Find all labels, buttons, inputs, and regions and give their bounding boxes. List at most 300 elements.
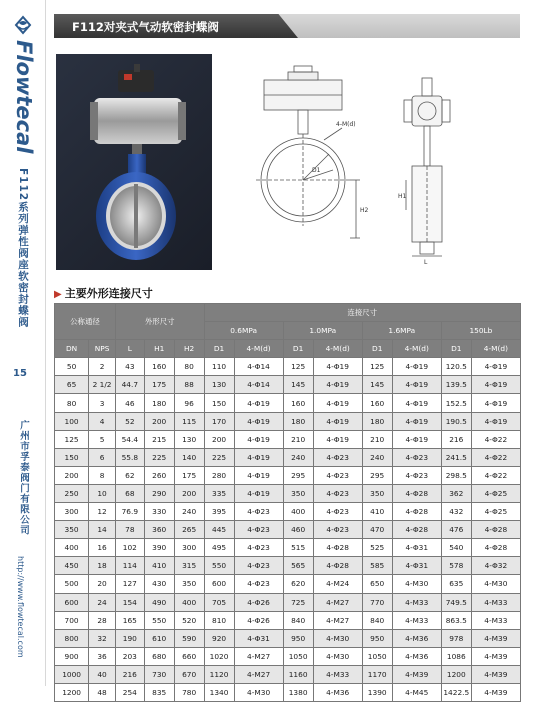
table-cell: 152.5 (441, 394, 471, 412)
table-cell: 120.5 (441, 358, 471, 376)
table-cell: 4-Φ23 (234, 575, 283, 593)
table-cell: 400 (55, 539, 89, 557)
table-cell: 725 (283, 593, 313, 611)
table-cell: 215 (144, 430, 174, 448)
table-cell: 200 (55, 466, 89, 484)
table-cell: 170 (204, 412, 234, 430)
table-cell: 48 (89, 683, 116, 701)
table-cell: 210 (283, 430, 313, 448)
table-cell: 1380 (283, 683, 313, 701)
table-cell: 635 (441, 575, 471, 593)
table-cell: 295 (362, 466, 392, 484)
table-cell: 68 (115, 484, 144, 502)
table-cell: 4-Φ23 (313, 503, 362, 521)
table-cell: 495 (204, 539, 234, 557)
table-cell: 4-Φ19 (392, 412, 441, 430)
table-cell: 190 (115, 629, 144, 647)
table-cell: 390 (144, 539, 174, 557)
table-cell: 578 (441, 557, 471, 575)
column-header: L (115, 340, 144, 358)
table-cell: 4-M24 (313, 575, 362, 593)
table-cell: 4-Φ23 (313, 484, 362, 502)
table-cell: 4-M39 (471, 647, 520, 665)
table-cell: 12 (89, 503, 116, 521)
table-cell: 840 (362, 611, 392, 629)
table-cell: 4-Φ22 (471, 430, 520, 448)
table-cell: 150 (204, 394, 234, 412)
table-cell: 190.5 (441, 412, 471, 430)
table-cell: 585 (362, 557, 392, 575)
label-h2: H2 (360, 207, 369, 214)
table-cell: 4-Φ19 (471, 412, 520, 430)
table-row (55, 665, 521, 683)
table-cell: 4-Φ23 (313, 448, 362, 466)
table-cell: 920 (204, 629, 234, 647)
table-cell: 260 (144, 466, 174, 484)
table-cell: 620 (283, 575, 313, 593)
table-cell: 4-Φ19 (313, 412, 362, 430)
table-cell: 96 (174, 394, 204, 412)
table-cell: 160 (283, 394, 313, 412)
table-cell: 110 (204, 358, 234, 376)
table-cell: 28 (89, 611, 116, 629)
sidebar (0, 0, 46, 686)
table-cell: 470 (362, 521, 392, 539)
table-cell: 400 (283, 503, 313, 521)
table-cell: 210 (362, 430, 392, 448)
table-cell: 36 (89, 647, 116, 665)
table-cell: 4-M30 (471, 575, 520, 593)
table-cell: 3 (89, 394, 116, 412)
table-cell: 565 (283, 557, 313, 575)
table-cell: 4-Φ23 (234, 539, 283, 557)
table-cell: 330 (144, 503, 174, 521)
header-class-1: 1.0MPa (283, 322, 362, 340)
table-cell: 4-Φ19 (392, 430, 441, 448)
table-cell: 4-Φ14 (234, 358, 283, 376)
table-cell: 102 (115, 539, 144, 557)
table-row (55, 430, 521, 448)
table-cell: 4-Φ19 (392, 376, 441, 394)
table-cell: 4-Φ14 (234, 376, 283, 394)
website-url[interactable]: http://www.flowtecal.com (16, 556, 25, 658)
table-cell: 335 (204, 484, 234, 502)
table-cell: 115 (174, 412, 204, 430)
table-cell: 730 (144, 665, 174, 683)
table-cell: 180 (144, 394, 174, 412)
table-cell: 160 (362, 394, 392, 412)
table-cell: 410 (144, 557, 174, 575)
table-cell: 4-Φ22 (471, 448, 520, 466)
table-cell: 700 (55, 611, 89, 629)
table-cell: 175 (144, 376, 174, 394)
table-cell: 4-M30 (313, 629, 362, 647)
table-cell: 4-Φ23 (234, 557, 283, 575)
table-cell: 835 (144, 683, 174, 701)
table-cell: 1200 (55, 683, 89, 701)
table-row (55, 539, 521, 557)
header-class-3: 150Lb (441, 322, 520, 340)
table-cell: 24 (89, 593, 116, 611)
table-cell: 610 (144, 629, 174, 647)
table-cell: 265 (174, 521, 204, 539)
table-cell: 4-M39 (471, 683, 520, 701)
table-row (55, 376, 521, 394)
page-title: F112对夹式气动软密封蝶阀 (72, 20, 219, 34)
table-cell: 8 (89, 466, 116, 484)
table-cell: 200 (144, 412, 174, 430)
table-cell: 550 (144, 611, 174, 629)
table-cell: 4-M45 (392, 683, 441, 701)
table-cell: 2 1/2 (89, 376, 116, 394)
table-cell: 600 (204, 575, 234, 593)
table-cell: 200 (204, 430, 234, 448)
table-cell: 410 (362, 503, 392, 521)
table-cell: 1120 (204, 665, 234, 683)
table-cell: 2 (89, 358, 116, 376)
table-cell: 4-Φ19 (313, 394, 362, 412)
table-cell: 43 (115, 358, 144, 376)
table-row (55, 521, 521, 539)
table-cell: 432 (441, 503, 471, 521)
table-cell: 80 (55, 394, 89, 412)
table-cell: 350 (55, 521, 89, 539)
table-cell: 18 (89, 557, 116, 575)
table-cell: 4-M27 (234, 647, 283, 665)
column-header-row (55, 340, 521, 358)
table-cell: 4-M30 (234, 683, 283, 701)
table-body (55, 358, 521, 702)
table-cell: 4-Φ23 (234, 503, 283, 521)
table-cell: 4-M30 (313, 647, 362, 665)
column-header: D1 (204, 340, 234, 358)
table-cell: 4-M39 (471, 629, 520, 647)
label-d1: D1 (312, 167, 321, 174)
table-row (55, 557, 521, 575)
table-cell: 125 (55, 430, 89, 448)
table-cell: 300 (174, 539, 204, 557)
table-cell: 540 (441, 539, 471, 557)
flowtecal-logo-icon (14, 16, 32, 34)
table-cell: 800 (55, 629, 89, 647)
table-row (55, 466, 521, 484)
table-cell: 500 (55, 575, 89, 593)
header-nominal: 公称通径 (55, 304, 116, 340)
table-cell: 4-M33 (392, 593, 441, 611)
column-header: DN (55, 340, 89, 358)
table-cell: 4-M33 (471, 593, 520, 611)
table-cell: 216 (115, 665, 144, 683)
table-cell: 50 (55, 358, 89, 376)
table-cell: 46 (115, 394, 144, 412)
table-cell: 4-Φ28 (313, 557, 362, 575)
table-cell: 5 (89, 430, 116, 448)
table-cell: 4-Φ31 (234, 629, 283, 647)
table-cell: 100 (55, 412, 89, 430)
table-cell: 145 (283, 376, 313, 394)
table-cell: 4-Φ23 (392, 466, 441, 484)
table-cell: 55.8 (115, 448, 144, 466)
table-cell: 1340 (204, 683, 234, 701)
table-cell: 54.4 (115, 430, 144, 448)
company-name: 广州市孚泰阀门有限公司 (18, 420, 29, 536)
table-cell: 4 (89, 412, 116, 430)
column-header: D1 (362, 340, 392, 358)
table-cell: 125 (283, 358, 313, 376)
table-cell: 4-Φ19 (234, 466, 283, 484)
header-class-0: 0.6MPa (204, 322, 283, 340)
table-cell: 4-Φ28 (392, 521, 441, 539)
series-title: F112系列弹性阀座软密封蝶阀 (17, 168, 29, 328)
table-cell: 705 (204, 593, 234, 611)
label-4m: 4-M(d) (336, 121, 356, 128)
table-cell: 4-Φ22 (471, 466, 520, 484)
table-cell: 1160 (283, 665, 313, 683)
table-cell: 525 (362, 539, 392, 557)
column-header: H1 (144, 340, 174, 358)
table-cell: 10 (89, 484, 116, 502)
table-cell: 6 (89, 448, 116, 466)
table-cell: 4-Φ19 (313, 430, 362, 448)
table-cell: 295 (283, 466, 313, 484)
table-cell: 280 (204, 466, 234, 484)
table-cell: 4-Φ28 (313, 539, 362, 557)
table-cell: 650 (362, 575, 392, 593)
table-cell: 4-M36 (313, 683, 362, 701)
table-cell: 4-Φ19 (234, 484, 283, 502)
table-cell: 78 (115, 521, 144, 539)
table-cell: 660 (174, 647, 204, 665)
table-cell: 4-Φ23 (392, 448, 441, 466)
table-row (55, 647, 521, 665)
table-cell: 4-Φ23 (234, 521, 283, 539)
table-cell: 810 (204, 611, 234, 629)
table-cell: 250 (55, 484, 89, 502)
table-cell: 4-Φ31 (392, 557, 441, 575)
table-cell: 80 (174, 358, 204, 376)
table-cell: 4-Φ32 (471, 557, 520, 575)
table-cell: 4-Φ23 (313, 521, 362, 539)
table-cell: 1050 (283, 647, 313, 665)
table-cell: 4-M39 (471, 665, 520, 683)
table-cell: 130 (174, 430, 204, 448)
table-cell: 445 (204, 521, 234, 539)
table-cell: 88 (174, 376, 204, 394)
header-connection: 连接尺寸 (204, 304, 520, 322)
table-cell: 4-M27 (234, 665, 283, 683)
table-cell: 600 (55, 593, 89, 611)
table-cell: 154 (115, 593, 144, 611)
table-cell: 130 (204, 376, 234, 394)
header-row-1 (55, 304, 521, 322)
table-cell: 4-Φ19 (313, 358, 362, 376)
table-cell: 290 (144, 484, 174, 502)
table-cell: 350 (362, 484, 392, 502)
column-header: D1 (283, 340, 313, 358)
table-cell: 4-Φ19 (234, 394, 283, 412)
table-cell: 840 (283, 611, 313, 629)
table-cell: 4-Φ28 (392, 484, 441, 502)
table-cell: 40 (89, 665, 116, 683)
table-cell: 200 (174, 484, 204, 502)
table-cell: 520 (174, 611, 204, 629)
table-cell: 298.5 (441, 466, 471, 484)
table-cell: 4-Φ19 (471, 394, 520, 412)
table-cell: 4-Φ25 (471, 503, 520, 521)
table-cell: 4-Φ19 (313, 376, 362, 394)
column-header: 4-M(d) (313, 340, 362, 358)
table-cell: 350 (174, 575, 204, 593)
table-cell: 4-Φ26 (234, 593, 283, 611)
table-row (55, 358, 521, 376)
table-cell: 240 (174, 503, 204, 521)
table-row (55, 448, 521, 466)
table-cell: 1000 (55, 665, 89, 683)
brand-logo: Flowtecal (12, 40, 36, 154)
table-cell: 240 (362, 448, 392, 466)
table-cell: 32 (89, 629, 116, 647)
table-cell: 4-Φ19 (392, 394, 441, 412)
table-cell: 4-M39 (392, 665, 441, 683)
table-cell: 1422.5 (441, 683, 471, 701)
table-cell: 863.5 (441, 611, 471, 629)
section-title (54, 285, 153, 301)
table-cell: 360 (144, 521, 174, 539)
table-cell: 4-Φ26 (234, 611, 283, 629)
table-cell: 65 (55, 376, 89, 394)
table-cell: 4-Φ19 (234, 430, 283, 448)
table-row (55, 575, 521, 593)
table-cell: 550 (204, 557, 234, 575)
table-cell: 749.5 (441, 593, 471, 611)
table-cell: 590 (174, 629, 204, 647)
table-cell: 1390 (362, 683, 392, 701)
table-row (55, 611, 521, 629)
table-cell: 1200 (441, 665, 471, 683)
table-cell: 4-M33 (392, 611, 441, 629)
table-cell: 4-Φ28 (471, 539, 520, 557)
table-cell: 978 (441, 629, 471, 647)
table-cell: 225 (204, 448, 234, 466)
table-cell: 140 (174, 448, 204, 466)
table-cell: 4-M33 (313, 665, 362, 683)
table-cell: 900 (55, 647, 89, 665)
table-cell: 300 (55, 503, 89, 521)
table-cell: 950 (362, 629, 392, 647)
table-cell: 139.5 (441, 376, 471, 394)
table-cell: 1170 (362, 665, 392, 683)
table-cell: 4-Φ19 (392, 358, 441, 376)
table-cell: 241.5 (441, 448, 471, 466)
table-cell: 4-Φ19 (234, 448, 283, 466)
column-header: NPS (89, 340, 116, 358)
table-cell: 240 (283, 448, 313, 466)
table-cell: 44.7 (115, 376, 144, 394)
table-cell: 350 (283, 484, 313, 502)
table-cell: 4-M30 (392, 575, 441, 593)
table-cell: 165 (115, 611, 144, 629)
table-row (55, 629, 521, 647)
header-class-2: 1.6MPa (362, 322, 441, 340)
table-cell: 4-M36 (392, 629, 441, 647)
table-cell: 254 (115, 683, 144, 701)
header-outline: 外形尺寸 (115, 304, 204, 340)
table-cell: 1050 (362, 647, 392, 665)
table-cell: 395 (204, 503, 234, 521)
table-cell: 203 (115, 647, 144, 665)
table-row (55, 412, 521, 430)
table-cell: 4-Φ23 (313, 466, 362, 484)
triangle-bullet-icon: ▶ (54, 289, 62, 300)
table-cell: 4-M36 (392, 647, 441, 665)
table-cell: 4-M27 (313, 593, 362, 611)
table-cell: 460 (283, 521, 313, 539)
table-cell: 1020 (204, 647, 234, 665)
table-cell: 175 (174, 466, 204, 484)
table-cell: 16 (89, 539, 116, 557)
table-cell: 4-Φ28 (392, 503, 441, 521)
label-l: L (424, 259, 428, 266)
column-header: 4-M(d) (234, 340, 283, 358)
column-header: H2 (174, 340, 204, 358)
table-cell: 770 (362, 593, 392, 611)
table-cell: 180 (362, 412, 392, 430)
table-cell: 4-Φ28 (471, 521, 520, 539)
table-cell: 950 (283, 629, 313, 647)
column-header: 4-M(d) (471, 340, 520, 358)
table-cell: 4-Φ25 (471, 484, 520, 502)
table-cell: 76.9 (115, 503, 144, 521)
valve-illustration (56, 54, 212, 270)
table-cell: 515 (283, 539, 313, 557)
table-cell: 145 (362, 376, 392, 394)
table-cell: 52 (115, 412, 144, 430)
table-cell: 160 (144, 358, 174, 376)
label-h1: H1 (398, 193, 407, 200)
table-row (55, 593, 521, 611)
table-cell: 4-M27 (313, 611, 362, 629)
table-cell: 1086 (441, 647, 471, 665)
table-cell: 125 (362, 358, 392, 376)
table-row (55, 683, 521, 701)
table-cell: 4-Φ19 (471, 358, 520, 376)
table-row (55, 503, 521, 521)
table-cell: 430 (144, 575, 174, 593)
table-cell: 362 (441, 484, 471, 502)
table-cell: 14 (89, 521, 116, 539)
column-header: 4-M(d) (392, 340, 441, 358)
table-cell: 180 (283, 412, 313, 430)
table-cell: 62 (115, 466, 144, 484)
table-cell: 4-M33 (471, 611, 520, 629)
table-cell: 490 (144, 593, 174, 611)
table-cell: 4-Φ19 (234, 412, 283, 430)
section-title-text: 主要外形连接尺寸 (64, 287, 153, 300)
table-cell: 216 (441, 430, 471, 448)
table-cell: 780 (174, 683, 204, 701)
table-cell: 680 (144, 647, 174, 665)
dimensions-table (54, 303, 521, 702)
page-number: 15 (13, 368, 27, 379)
column-header: D1 (441, 340, 471, 358)
table-cell: 225 (144, 448, 174, 466)
product-photo (56, 54, 212, 270)
table-row (55, 484, 521, 502)
table-cell: 315 (174, 557, 204, 575)
table-cell: 670 (174, 665, 204, 683)
table-cell: 150 (55, 448, 89, 466)
table-cell: 476 (441, 521, 471, 539)
